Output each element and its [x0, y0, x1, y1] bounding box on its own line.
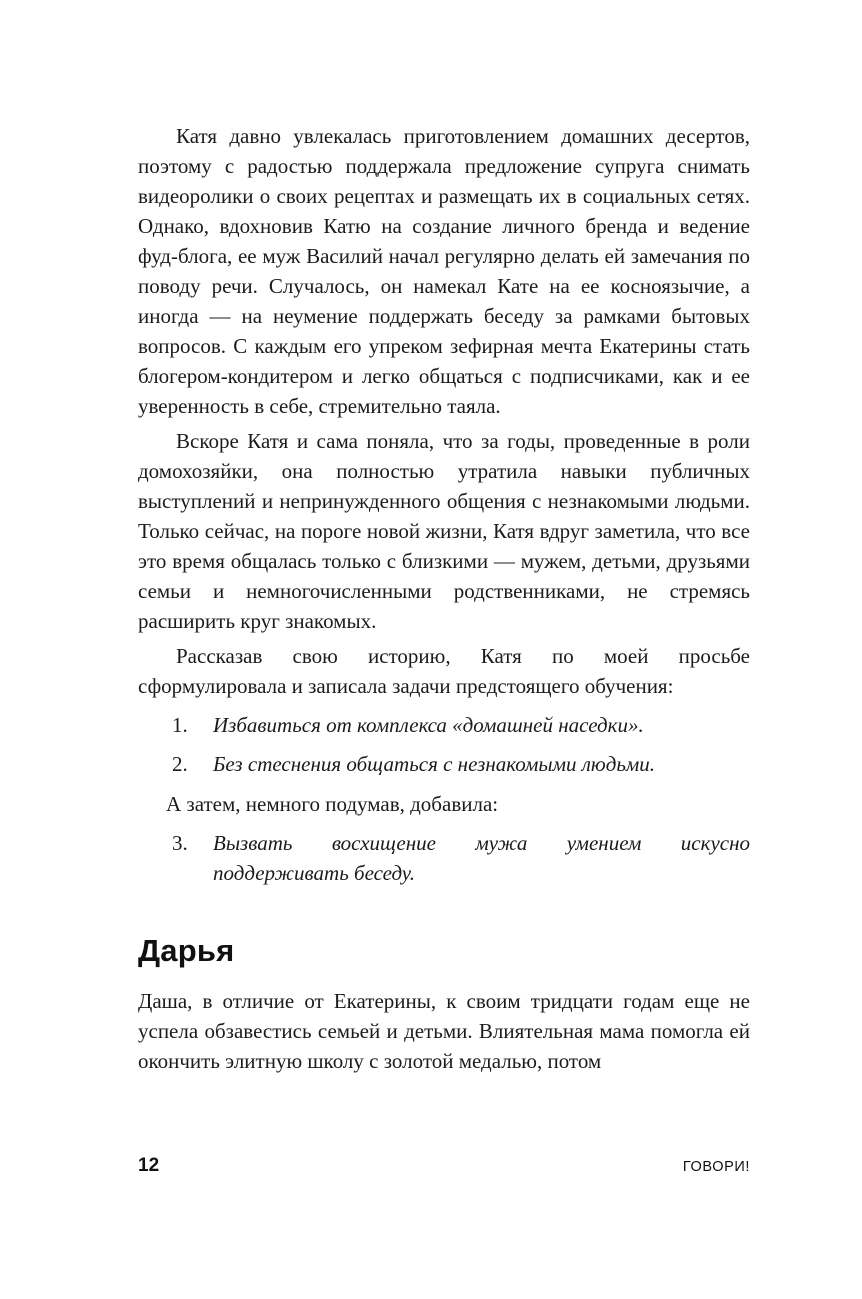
page-number: 12 [138, 1155, 160, 1176]
interjection-line: А затем, немного подумав, добавила: [166, 792, 499, 816]
list-item-text: Вызвать восхищение мужа умением искусно поддерживать беседу. [213, 831, 750, 885]
list-item-number: 2. [172, 752, 188, 776]
list-item-number: 1. [172, 713, 188, 737]
paragraph: Даша, в отличие от Екатерины, к своим тридцати годам еще не успела обзавестись семьей и детьми. Влиятельная мама помогла ей окончить элитную школу с золотой медалью, потом [138, 989, 750, 1073]
list-item-text: Без стеснения общаться с незнакомыми людьми. [213, 752, 656, 776]
numbered-list-item [172, 828, 750, 888]
list-item-number: 3. [172, 831, 188, 855]
section-heading: Дарья [138, 933, 235, 968]
paragraph: Вскоре Катя и сама поняла, что за годы, проведенные в роли домохозяйки, она полностью утратила навыки публичных выступлений и непринужденного общения с незнакомыми людьми. Только сейчас, на пороге новой жизни, Катя вдруг заметила, что все это время общалась только с близкими — мужем, детьми, друзьями семьи и немногочисленными родственниками, не стремясь расширить круг знакомых. [138, 429, 750, 633]
page-text-block [138, 121, 750, 1076]
paragraph: Рассказав свою историю, Катя по моей просьбе сформулировала и записала задачи предстоящего обучения: [138, 644, 750, 698]
page-footer [138, 1155, 750, 1177]
numbered-list-item [172, 749, 750, 779]
numbered-list-item [172, 710, 750, 740]
paragraph: Катя давно увлекалась приготовлением домашних десертов, поэтому с радостью поддержала предложение супруга снимать видеоролики о своих рецептах и размещать их в социальных сетях. Однако, вдохновив Катю на создание личного бренда и ведение фуд-блога, ее муж Василий начал регулярно делать ей замечания по поводу речи. Случалось, он намекал Кате на ее косноязычие, а иногда — на неумение поддержать беседу за рамками бытовых вопросов. С каждым его упреком зефирная мечта Екатерины стать блогером-кондитером и легко общаться с подписчиками, как и ее уверенность в себе, стремительно таяла. [138, 124, 750, 418]
list-item-text: Избавиться от комплекса «домашней наседки». [213, 713, 644, 737]
running-title: ГОВОРИ! [682, 1159, 750, 1175]
